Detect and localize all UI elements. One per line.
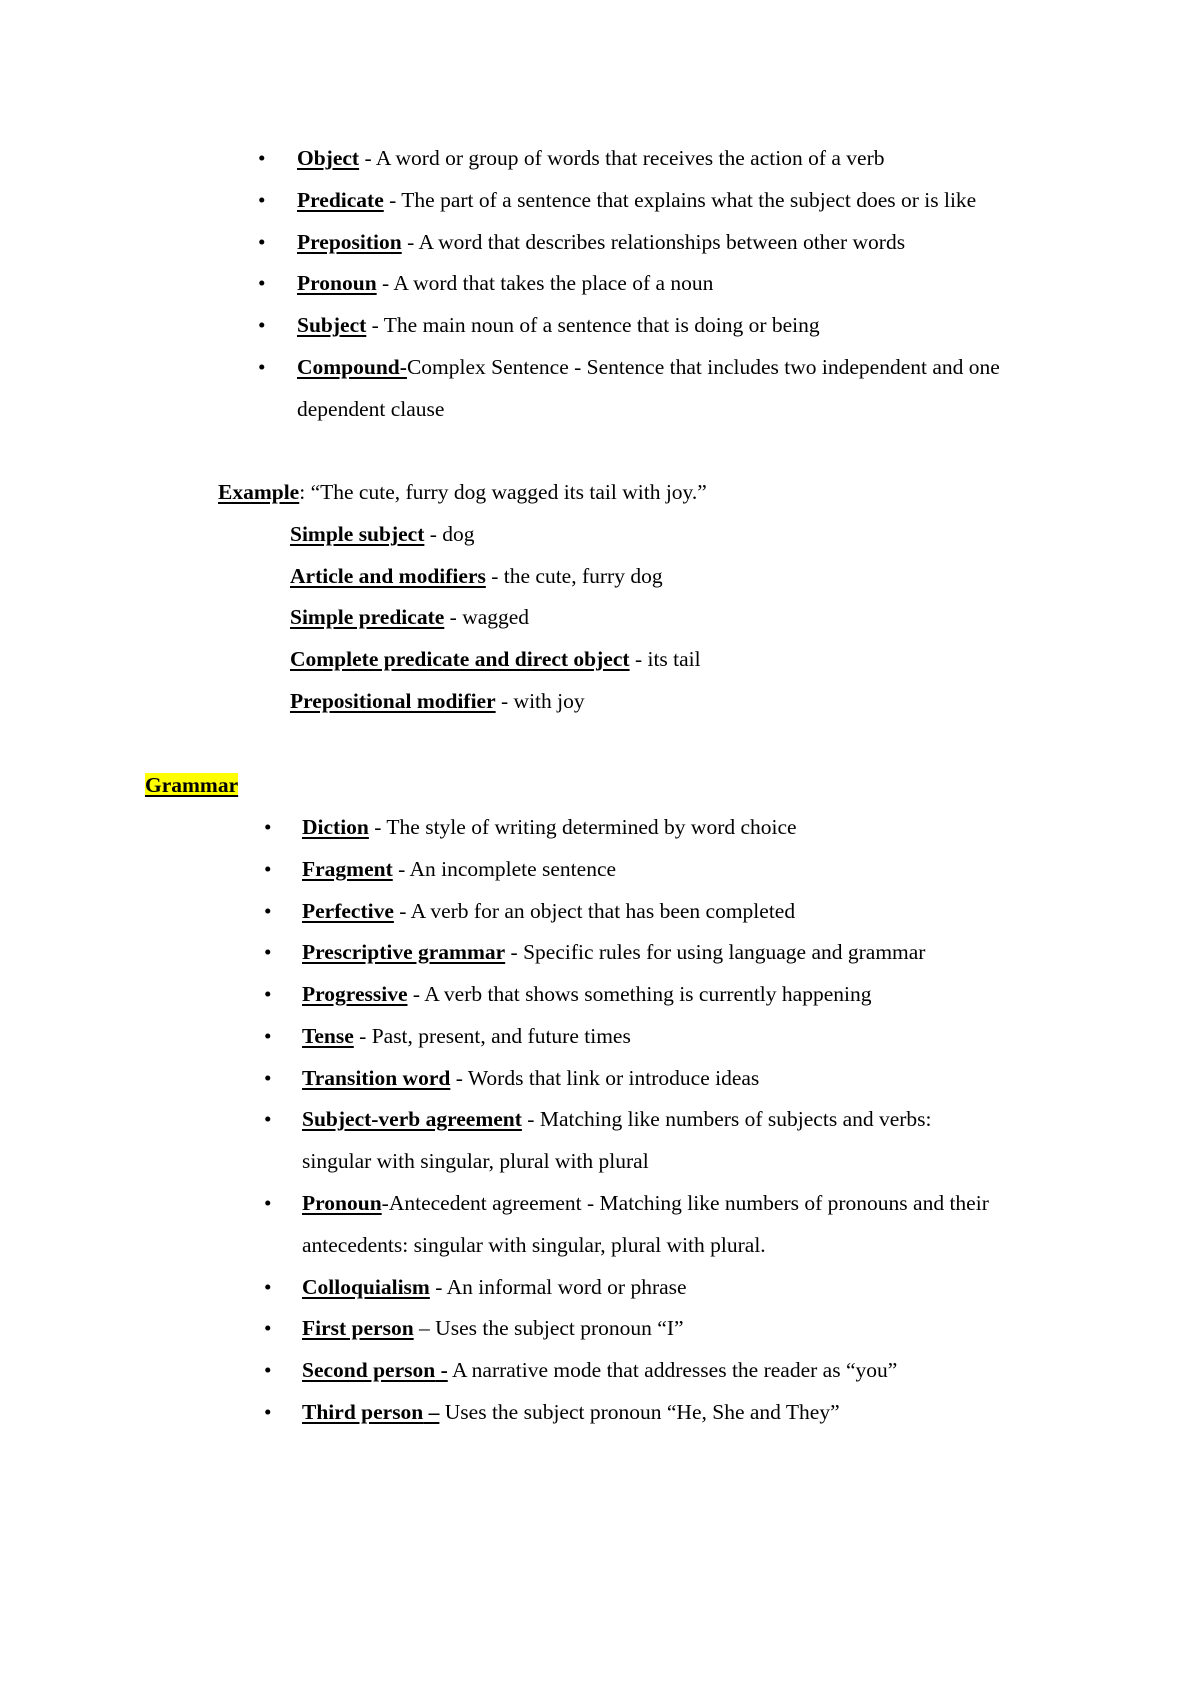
- bullet: •: [258, 313, 266, 337]
- bullet: •: [264, 1316, 272, 1340]
- example-label: Example: [218, 480, 300, 504]
- bullet: •: [264, 857, 272, 881]
- bullet: •: [258, 271, 266, 295]
- list-item: [302, 814, 797, 840]
- list-item: [302, 1399, 840, 1425]
- term: Prepositional modifier: [290, 689, 496, 713]
- definition: Uses the subject pronoun “He, She and They”: [439, 1400, 840, 1424]
- list-item: [297, 187, 976, 213]
- bullet: •: [264, 1275, 272, 1299]
- term: Diction: [302, 815, 369, 839]
- definition: - A word that takes the place of a noun: [376, 271, 714, 295]
- term: Pronoun: [302, 1191, 382, 1215]
- bullet: •: [264, 815, 272, 839]
- definition: - An informal word or phrase: [429, 1275, 687, 1299]
- list-item: [302, 1190, 989, 1216]
- definition: - The style of writing determined by word choice: [368, 815, 797, 839]
- bullet: •: [258, 355, 266, 379]
- term: Colloquialism: [302, 1275, 430, 1299]
- term: Simple predicate: [290, 605, 445, 629]
- bullet: •: [264, 1024, 272, 1048]
- list-item: [302, 981, 871, 1007]
- list-item-continuation: dependent clause: [297, 397, 445, 421]
- list-item-continuation: singular with singular, plural with plural: [302, 1149, 649, 1173]
- list-item: [302, 856, 616, 882]
- term: Perfective: [302, 899, 394, 923]
- definition: – Uses the subject pronoun “I”: [413, 1316, 684, 1340]
- term-dash: -: [435, 1358, 448, 1382]
- bullet: •: [264, 1400, 272, 1424]
- list-item: [302, 898, 795, 924]
- definition: - Past, present, and future times: [353, 1024, 631, 1048]
- example-sentence: [218, 479, 707, 505]
- list-item: [302, 1065, 759, 1091]
- definition: - A verb for an object that has been completed: [393, 899, 796, 923]
- term: Second person: [302, 1358, 436, 1382]
- term: Predicate: [297, 188, 384, 212]
- definition: - The main noun of a sentence that is doing or being: [366, 313, 820, 337]
- term: Fragment: [302, 857, 393, 881]
- definition: - An incomplete sentence: [392, 857, 617, 881]
- term: First person: [302, 1316, 414, 1340]
- definition: - Specific rules for using language and grammar: [505, 940, 926, 964]
- bullet: •: [264, 1107, 272, 1131]
- definition: - with joy: [495, 689, 585, 713]
- definition: -Antecedent agreement - Matching like numbers of pronouns and their: [381, 1191, 989, 1215]
- term: Third person: [302, 1400, 424, 1424]
- list-item: [297, 312, 820, 338]
- example-part: [290, 688, 585, 714]
- term: Object: [297, 146, 360, 170]
- term: Tense: [302, 1024, 354, 1048]
- term: Transition word: [302, 1066, 451, 1090]
- example-part: [290, 521, 475, 547]
- bullet: •: [258, 230, 266, 254]
- list-item: [302, 1315, 684, 1341]
- list-item: [297, 229, 905, 255]
- bullet: •: [264, 982, 272, 1006]
- section-heading: Grammar: [145, 773, 239, 797]
- definition: - Words that link or introduce ideas: [450, 1066, 760, 1090]
- term: Subject: [297, 313, 367, 337]
- list-item: [302, 1106, 932, 1132]
- list-item: [302, 1357, 897, 1383]
- list-item: [297, 145, 885, 171]
- definition: - The part of a sentence that explains what the subject does or is like: [383, 188, 977, 212]
- definition: - A word or group of words that receives the action of a verb: [359, 146, 885, 170]
- definition: - the cute, furry dog: [485, 564, 663, 588]
- example-part: [290, 604, 529, 630]
- list-item: [302, 1023, 631, 1049]
- example-part: [290, 563, 663, 589]
- list-item: [302, 939, 925, 965]
- term: Article and modifiers: [290, 564, 486, 588]
- term: Subject-verb agreement: [302, 1107, 522, 1131]
- definition: - A verb that shows something is currently happening: [407, 982, 872, 1006]
- list-item: [302, 1274, 687, 1300]
- list-item: [297, 354, 1000, 380]
- bullet: •: [264, 1191, 272, 1215]
- bullet: •: [264, 1066, 272, 1090]
- term: Complete predicate and direct object: [290, 647, 630, 671]
- term: Preposition: [297, 230, 402, 254]
- definition: - Matching like numbers of subjects and verbs:: [521, 1107, 932, 1131]
- definition: Complex Sentence - Sentence that includes two independent and one: [406, 355, 1000, 379]
- definition: A narrative mode that addresses the reader as “you”: [447, 1358, 898, 1382]
- bullet: •: [264, 940, 272, 964]
- definition: - wagged: [444, 605, 530, 629]
- example-part: [290, 646, 701, 672]
- definition: - dog: [424, 522, 475, 546]
- term: Pronoun: [297, 271, 377, 295]
- term: Compound-: [297, 355, 407, 379]
- bullet: •: [258, 188, 266, 212]
- bullet: •: [264, 899, 272, 923]
- example-text: : “The cute, furry dog wagged its tail with joy.”: [299, 480, 707, 504]
- list-item-continuation: antecedents: singular with singular, plural with plural.: [302, 1233, 766, 1257]
- bullet: •: [258, 146, 266, 170]
- definition: - A word that describes relationships between other words: [401, 230, 906, 254]
- definition: - its tail: [629, 647, 701, 671]
- grammar-heading: [145, 772, 238, 798]
- term: Simple subject: [290, 522, 425, 546]
- term-dash: –: [423, 1400, 440, 1424]
- list-item: [297, 270, 713, 296]
- bullet: •: [264, 1358, 272, 1382]
- term: Progressive: [302, 982, 408, 1006]
- term: Prescriptive grammar: [302, 940, 506, 964]
